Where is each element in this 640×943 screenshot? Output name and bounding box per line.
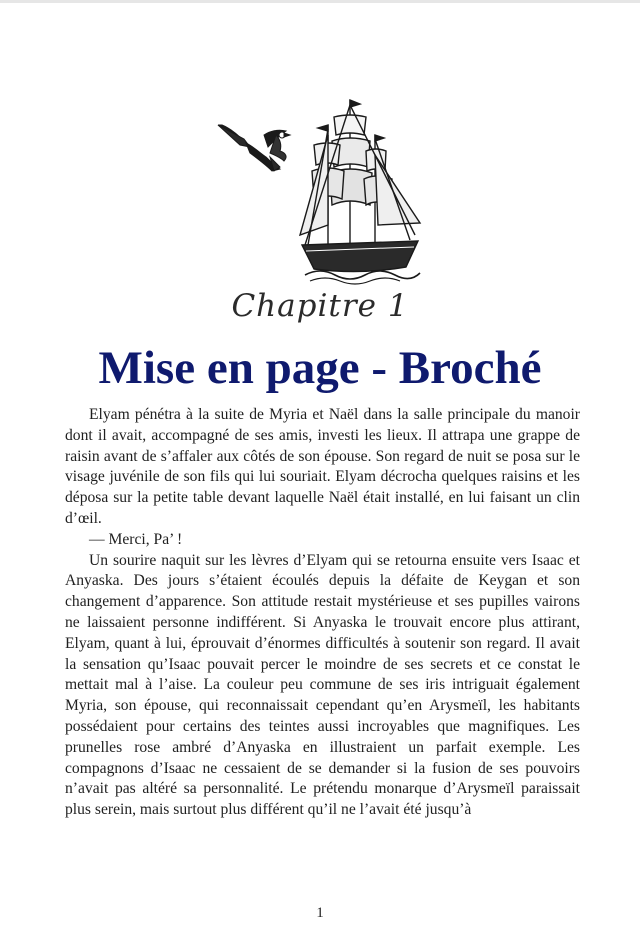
chapter-body [65,405,580,821]
page-top-edge [0,0,640,3]
paragraph: — Merci, Pa’ ! [89,530,183,548]
paragraph: Un sourire naquit sur les lèvres d’Elyam qui se retourna ensuite vers Isaac et Anyaska. Des jours s’étaient écoulés depuis la défaite de Keygan et son changement d’apparence. Son attitude restait mystérieuse et ses pupilles vairons ne laissaient personne indifférent. Si Anyaska le trouvait encore plus attirant, Elyam, quant à lui, éprouvait d’énormes difficultés à soutenir son regard. Il avait la sensation qu’Isaac pouvait percer le moindre de ses secrets et ce constat le mettait mal à l’aise. La couleur peu commune de ses iris intriguait également Myria, son épouse, qui reconnaissait cependant qu’en Arysmeïl, les habitants possédaient pour certains des teintes aussi incroyables que magnifiques. Les prunelles rose ambré d’Anyaska en illustraient un parfait exemple. Les compagnons d’Isaac ne cessaient de se demander si la fusion de ses pouvoirs n’avait pas altéré sa personnalité. Le prétendu monarque d’Arysmeïl paraissait plus serein, mais surtout plus différent qu’il ne l’avait été jusqu’à [65,551,580,819]
eagle-icon [218,125,290,171]
page-number: 1 [316,905,324,921]
chapter-title: Mise en page - Broché [98,342,542,394]
ship-and-eagle-illustration [210,95,435,290]
paragraph: Elyam pénétra à la suite de Myria et Naël dans la salle principale du manoir dont il avait, accompagné de ses amis, investi les lieux. Il attrapa une grappe de raisin avant de s’affaler aux côtés de son épouse. Son regard de nuit se posa sur le visage juvénile de son fils qui lui souriait. Elyam décrocha quelques raisins et les déposa sur la petite table devant laquelle Naël était installé, en lui faisant un clin d’œil. [65,406,580,527]
sailing-ship-icon [300,100,420,284]
chapter-label: Chapitre 1 [231,288,409,324]
